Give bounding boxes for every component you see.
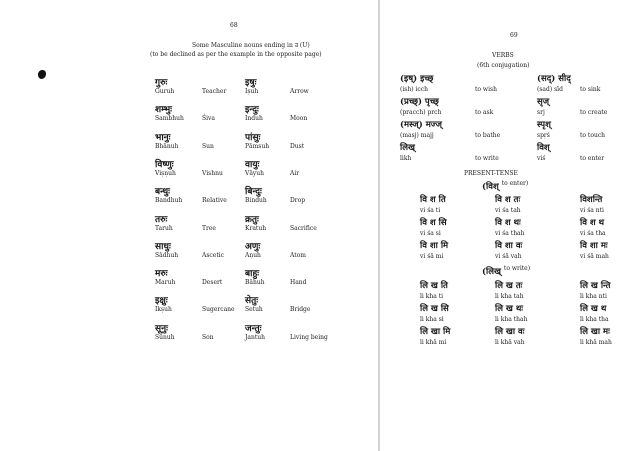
- noun-meaning: Moon: [290, 115, 308, 123]
- verb-roman: likh: [400, 155, 412, 162]
- noun-meaning: Hand: [290, 279, 307, 287]
- noun-row: [0, 266, 318, 292]
- noun-roman: Viṣṇuh: [155, 169, 176, 177]
- form-singular-roman: vi śā mi: [420, 253, 444, 260]
- noun-roman: Bhānuh: [155, 142, 179, 150]
- noun-devanagari: गुरुः: [155, 78, 168, 88]
- verb-roman: srj: [537, 109, 545, 116]
- verb-meaning: to write: [475, 155, 499, 162]
- form-plural-roman: li khā mah: [580, 339, 612, 346]
- form-plural: लि ख न्ति: [580, 281, 611, 291]
- noun-roman: Maruh: [155, 279, 176, 287]
- group1-label: [482, 180, 528, 192]
- verb-roman: (sad) sīd: [537, 86, 563, 93]
- noun-roman: Binduh: [245, 197, 267, 205]
- right-page: [380, 0, 638, 451]
- noun-roman: Iṣuh: [245, 88, 259, 95]
- noun-devanagari: विष्णुः: [155, 159, 174, 170]
- noun-devanagari: मरुः: [155, 269, 168, 280]
- noun-devanagari: इषुः: [245, 78, 257, 88]
- noun-devanagari: इक्षुः: [155, 296, 168, 307]
- noun-roman: Vāyuh: [245, 169, 265, 177]
- noun-meaning: Ascetic: [202, 251, 225, 259]
- form-dual: वि श थः: [495, 218, 521, 228]
- noun-devanagari: जन्तुः: [245, 323, 262, 334]
- form-singular: लि ख सि: [420, 304, 449, 314]
- noun-meaning: Śiva: [202, 115, 215, 123]
- verb-meaning: to wish: [475, 86, 497, 93]
- noun-devanagari: अणुः: [245, 241, 261, 252]
- noun-meaning: Living being: [290, 333, 328, 341]
- form-singular: वि शा मि: [420, 241, 449, 251]
- noun-devanagari: पांसुः: [245, 132, 261, 143]
- left-page-number: 68: [230, 22, 238, 29]
- noun-meaning: Dust: [290, 142, 305, 150]
- noun-meaning: Tree: [202, 224, 216, 232]
- form-dual-roman: vi śa tah: [495, 207, 521, 214]
- verb-devanagari: स्पृश्: [537, 120, 551, 130]
- noun-devanagari: शम्भुः: [155, 105, 172, 116]
- noun-devanagari: भानुः: [155, 132, 171, 143]
- form-plural: वि श थ: [580, 218, 605, 228]
- noun-row: [0, 102, 318, 128]
- noun-meaning: Bridge: [290, 306, 311, 314]
- verb-roman: (masj) majj: [400, 132, 434, 139]
- noun-devanagari: सेतुः: [245, 296, 259, 307]
- noun-meaning: Arrow: [290, 88, 309, 95]
- verbs-heading: VERBS: [492, 52, 514, 59]
- noun-roman: Guruh: [155, 88, 175, 95]
- noun-roman: Kratuh: [245, 224, 267, 232]
- noun-devanagari: वायुः: [245, 159, 260, 170]
- noun-devanagari: क्रतुः: [245, 214, 259, 225]
- verb-meaning: to create: [580, 109, 608, 116]
- form-singular: वि श ति: [420, 195, 446, 205]
- verb-roman: (pracch) prch: [400, 109, 442, 116]
- left-page-title: Some Masculine nouns ending in उ (U): [192, 42, 310, 49]
- form-singular-roman: li khā mi: [420, 339, 447, 346]
- form-singular-roman: li kha si: [420, 316, 444, 323]
- noun-devanagari: बिन्दुः: [245, 187, 262, 198]
- noun-roman: Aṇuh: [245, 251, 261, 259]
- form-plural-roman: li kha tha: [580, 316, 609, 323]
- form-dual: लि ख तः: [495, 281, 523, 291]
- verb-roman: spṛś: [537, 132, 550, 139]
- form-dual-roman: vi śā vah: [495, 253, 522, 260]
- form-singular-roman: li kha ti: [420, 293, 444, 300]
- noun-devanagari: तरुः: [155, 214, 168, 225]
- noun-meaning: Air: [290, 169, 300, 177]
- noun-roman: Induh: [245, 115, 263, 123]
- noun-roman: Jantuh: [245, 333, 265, 341]
- form-plural-roman: li kha nti: [580, 293, 607, 300]
- noun-meaning: Desert: [202, 279, 223, 287]
- form-dual-roman: li khā vah: [495, 339, 525, 346]
- form-plural-roman: vi śā mah: [580, 253, 609, 260]
- form-dual: वि श तः: [495, 195, 521, 205]
- verb-roman: viś: [537, 155, 546, 162]
- noun-devanagari: सूनुः: [155, 323, 168, 334]
- noun-row: [0, 239, 318, 265]
- noun-row: [0, 157, 318, 183]
- group1-label-sup: to enter): [501, 180, 529, 187]
- group2-label-sup: to write): [503, 265, 531, 272]
- noun-devanagari: बन्धुः: [155, 187, 170, 198]
- left-page-subtitle: (to be declined as per the example in the opposite page): [150, 51, 322, 58]
- form-dual-roman: li kha tah: [495, 293, 524, 300]
- verb-devanagari: सृज्: [537, 97, 550, 107]
- conjugation-row: [380, 240, 638, 266]
- form-dual: वि शा वः: [495, 241, 523, 251]
- noun-row: [0, 130, 318, 156]
- group1-label-dev: (विश्: [482, 181, 499, 192]
- noun-roman: Pāmsuh: [245, 142, 270, 150]
- right-page-number: 69: [510, 32, 518, 39]
- noun-roman: Ikṣuh: [155, 306, 172, 314]
- verb-devanagari: (इष्) इच्छ्: [400, 74, 434, 84]
- form-plural: वि शा मः: [580, 241, 608, 251]
- noun-roman: Bandhuh: [155, 197, 183, 205]
- form-dual: लि खा वः: [495, 327, 525, 337]
- form-dual: लि ख थः: [495, 304, 523, 314]
- verb-row: [380, 142, 638, 168]
- noun-row: [0, 293, 318, 319]
- form-singular-roman: vi śa si: [420, 230, 441, 237]
- form-plural-roman: vi śa tha: [580, 230, 606, 237]
- form-dual-roman: li kha thah: [495, 316, 528, 323]
- noun-roman: Sūnuh: [155, 333, 175, 341]
- verb-meaning: to touch: [580, 132, 606, 139]
- verb-devanagari: लिख्: [400, 143, 415, 153]
- verb-devanagari: (प्रच्छ्) पृच्छ्: [400, 97, 439, 107]
- noun-row: [0, 321, 328, 347]
- noun-row: [0, 212, 318, 238]
- noun-meaning: Son: [202, 333, 214, 341]
- noun-row: [0, 184, 318, 210]
- group2-label-dev: (लिख्: [482, 266, 501, 277]
- noun-meaning: Atom: [290, 251, 306, 259]
- form-plural: विशन्ति: [580, 195, 603, 205]
- noun-meaning: Teacher: [202, 88, 227, 95]
- verb-meaning: to ask: [475, 109, 494, 116]
- form-singular: लि खा मि: [420, 327, 451, 337]
- noun-devanagari: साधुः: [155, 241, 171, 252]
- form-plural: लि खा मः: [580, 327, 610, 337]
- group2-label: [482, 265, 530, 277]
- form-plural-roman: vi śa nti: [580, 207, 604, 214]
- noun-devanagari: बाहुः: [245, 269, 260, 280]
- verb-meaning: to sink: [580, 86, 601, 93]
- form-singular: लि ख ति: [420, 281, 448, 291]
- noun-meaning: Relative: [202, 197, 227, 205]
- noun-roman: Bāhuh: [245, 279, 265, 287]
- verb-meaning: to enter: [580, 155, 605, 162]
- verb-devanagari: (मस्ज्) मज्ज्: [400, 120, 442, 130]
- noun-roman: Sambhuh: [155, 115, 184, 123]
- noun-meaning: Vishnu: [202, 169, 223, 177]
- form-singular: वि श सि: [420, 218, 447, 228]
- noun-roman: Sādhuh: [155, 251, 179, 259]
- form-dual-roman: vi śa thah: [495, 230, 525, 237]
- noun-roman: Taruh: [155, 224, 173, 232]
- verb-devanagari: (सद्) सीद्: [537, 74, 571, 84]
- present-tense-label: PRESENT-TENSE: [464, 170, 518, 177]
- noun-meaning: Sugercane: [202, 306, 235, 314]
- verb-meaning: to bathe: [475, 132, 501, 139]
- noun-roman: Setuh: [245, 306, 263, 314]
- noun-row: [0, 75, 318, 101]
- form-plural: लि ख थ: [580, 304, 607, 314]
- verb-roman: (ish) icch: [400, 86, 428, 93]
- form-singular-roman: vi śa ti: [420, 207, 441, 214]
- noun-meaning: Drop: [290, 197, 306, 205]
- verbs-subheading: (6th conjugation): [477, 62, 530, 69]
- noun-meaning: Sacrifice: [290, 224, 317, 232]
- verb-devanagari: विश्: [537, 143, 550, 153]
- noun-meaning: Sun: [202, 142, 214, 150]
- conjugation-row: [380, 326, 638, 352]
- noun-devanagari: इन्दुः: [245, 105, 259, 116]
